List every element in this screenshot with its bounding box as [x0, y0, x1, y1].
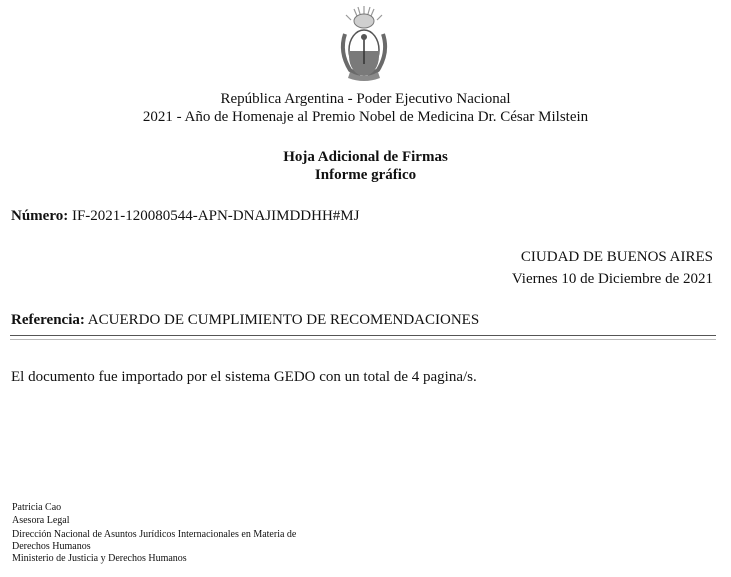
document-title: Hoja Adicional de Firmas: [283, 149, 448, 165]
divider: [10, 335, 716, 340]
signer-ministry: Ministerio de Justicia y Derechos Humanos: [12, 553, 187, 564]
coat-of-arms-icon: [336, 4, 392, 84]
numero-row: [11, 207, 359, 225]
signer-dept-line-2: Derechos Humanos: [12, 541, 91, 552]
signer-role: Asesora Legal: [12, 515, 70, 526]
document-subtitle: Informe gráfico: [314, 167, 417, 183]
referencia-row: [11, 311, 479, 329]
referencia-value: ACUERDO DE CUMPLIMIENTO DE RECOMENDACIONES: [87, 312, 480, 328]
date: Viernes 10 de Diciembre de 2021: [511, 271, 713, 287]
signer-dept-line-1: Dirección Nacional de Asuntos Jurídicos Internacionales en Materia de: [12, 529, 297, 540]
city: CIUDAD DE BUENOS AIRES: [520, 249, 713, 265]
header-line-2: 2021 - Año de Homenaje al Premio Nobel de Medicina Dr. César Milstein: [142, 109, 589, 125]
referencia-label: Referencia:: [11, 312, 85, 328]
signer-name: Patricia Cao: [12, 502, 62, 513]
numero-label: Número:: [11, 208, 69, 224]
body-text: El documento fue importado por el sistema GEDO con un total de 4 pagina/s.: [11, 369, 477, 385]
header-line-1: República Argentina - Poder Ejecutivo Nacional: [220, 91, 511, 107]
numero-value: IF-2021-120080544-APN-DNAJIMDDHH#MJ: [71, 208, 360, 224]
